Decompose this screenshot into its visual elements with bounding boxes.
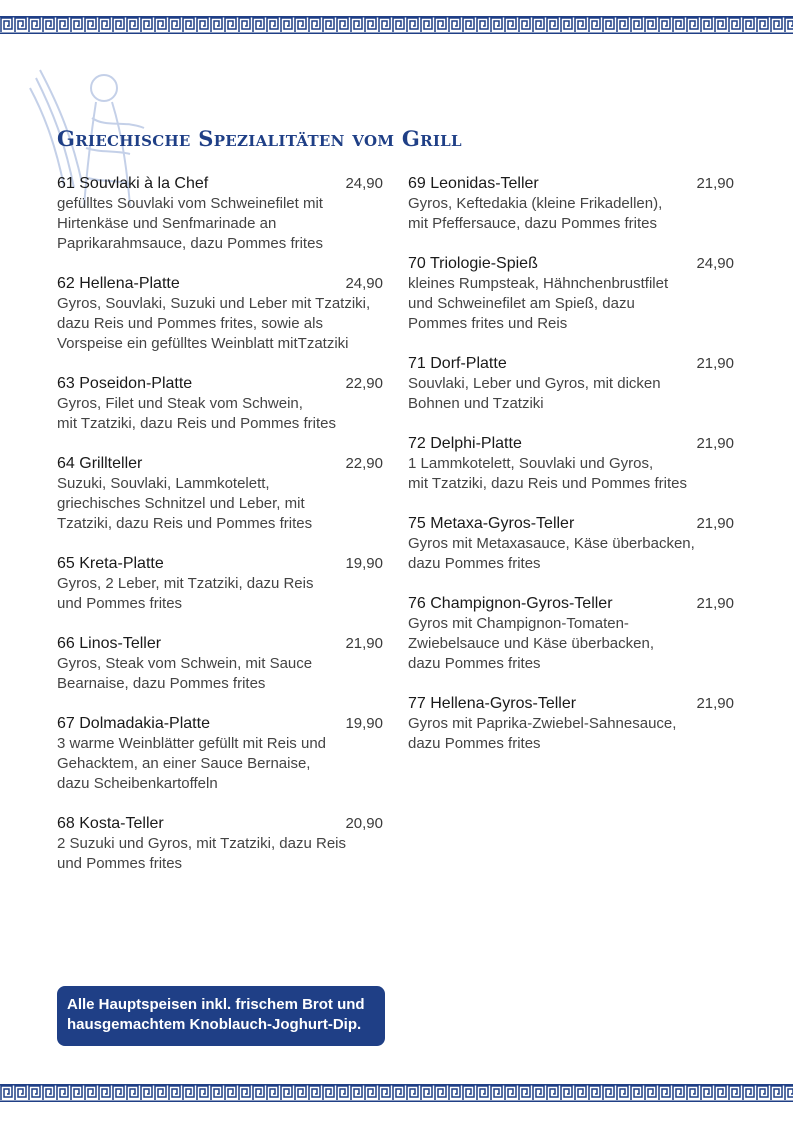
- menu-item: [57, 274, 383, 354]
- item-price: 19,90: [345, 555, 383, 572]
- item-price: 21,90: [696, 595, 734, 612]
- item-name: 69 Leonidas-Teller: [408, 175, 539, 192]
- item-name: 77 Hellena-Gyros-Teller: [408, 695, 577, 712]
- menu-item: [57, 814, 383, 874]
- item-price: 22,90: [345, 375, 383, 392]
- item-description: Gyros, 2 Leber, mit Tzatziki, dazu Reis und Pommes frites: [57, 575, 314, 612]
- item-name: 61 Souvlaki à la Chef: [57, 175, 209, 192]
- menu-item: [57, 554, 383, 614]
- item-price: 20,90: [345, 815, 383, 832]
- item-price: 24,90: [345, 175, 383, 192]
- item-name: 64 Grillteller: [57, 455, 143, 472]
- page-title: Griechische Spezialitäten vom Grill: [57, 126, 462, 151]
- item-name: 63 Poseidon-Platte: [57, 375, 193, 392]
- item-description: Gyros, Filet und Steak vom Schwein, mit Tzatziki, dazu Reis und Pommes frites: [57, 395, 336, 432]
- item-name: 68 Kosta-Teller: [57, 815, 164, 832]
- item-description: Gyros mit Champignon-Tomaten- Zwiebelsauce und Käse überbacken, dazu Pommes frites: [408, 615, 654, 672]
- menu-item: [408, 514, 734, 574]
- menu-item: [57, 454, 383, 534]
- item-price: 24,90: [345, 275, 383, 292]
- item-name: 75 Metaxa-Gyros-Teller: [408, 515, 575, 532]
- item-price: 21,90: [345, 635, 383, 652]
- menu-column-right: [408, 174, 734, 774]
- menu-item: [57, 714, 383, 794]
- menu-item: [408, 694, 734, 754]
- item-name: 66 Linos-Teller: [57, 635, 162, 652]
- item-name: 72 Delphi-Platte: [408, 435, 522, 452]
- item-description: Souvlaki, Leber und Gyros, mit dicken Bohnen und Tzatziki: [408, 375, 661, 412]
- greek-key-border-top: [0, 16, 793, 34]
- menu-item: [57, 634, 383, 694]
- item-description: Gyros, Steak vom Schwein, mit Sauce Bearnaise, dazu Pommes frites: [57, 655, 313, 692]
- item-price: 19,90: [345, 715, 383, 732]
- item-price: 21,90: [696, 695, 734, 712]
- item-name: 71 Dorf-Platte: [408, 355, 507, 372]
- menu-item: [408, 594, 734, 674]
- item-price: 24,90: [696, 255, 734, 272]
- menu-item: [57, 374, 383, 434]
- item-name: 70 Triologie-Spieß: [408, 255, 538, 272]
- item-description: 3 warme Weinblätter gefüllt mit Reis und Gehacktem, an einer Sauce Bernaise, dazu Scheibenkartoffeln: [57, 735, 327, 792]
- greek-key-border-bottom: [0, 1084, 793, 1102]
- info-note-box: Alle Hauptspeisen inkl. frischem Brot und hausgemachtem Knoblauch-Joghurt-Dip.: [57, 986, 385, 1046]
- menu-item: [408, 354, 734, 414]
- item-description: 2 Suzuki und Gyros, mit Tzatziki, dazu Reis und Pommes frites: [57, 835, 346, 872]
- menu-item: [408, 254, 734, 334]
- item-description: Suzuki, Souvlaki, Lammkotelett, griechisches Schnitzel und Leber, mit Tzatziki, dazu Reis und Pommes frites: [57, 475, 313, 532]
- item-name: 76 Champignon-Gyros-Teller: [408, 595, 613, 612]
- item-description: Gyros mit Paprika-Zwiebel-Sahnesauce, dazu Pommes frites: [408, 715, 677, 752]
- item-description: Gyros, Keftedakia (kleine Frikadellen), mit Pfeffersauce, dazu Pommes frites: [408, 195, 663, 232]
- item-price: 21,90: [696, 355, 734, 372]
- menu-item: [57, 174, 383, 254]
- item-description: kleines Rumpsteak, Hähnchenbrustfilet und Schweinefilet am Spieß, dazu Pommes frites und Reis: [408, 275, 669, 332]
- item-price: 21,90: [696, 175, 734, 192]
- item-description: Gyros, Souvlaki, Suzuki und Leber mit Tzatziki, dazu Reis und Pommes frites, sowie als Vorspeise ein gefülltes Weinblatt mitTzatziki: [57, 295, 371, 352]
- item-price: 21,90: [696, 515, 734, 532]
- item-description: 1 Lammkotelett, Souvlaki und Gyros, mit Tzatziki, dazu Reis und Pommes frites: [408, 455, 687, 492]
- menu-item: [408, 434, 734, 494]
- menu-column-left: [57, 174, 383, 894]
- menu-item: [408, 174, 734, 234]
- item-description: gefülltes Souvlaki vom Schweinefilet mit Hirtenkäse und Senfmarinade an Paprikarahmsauce, dazu Pommes frites: [57, 195, 323, 252]
- item-name: 62 Hellena-Platte: [57, 275, 180, 292]
- item-name: 65 Kreta-Platte: [57, 555, 164, 572]
- item-name: 67 Dolmadakia-Platte: [57, 715, 210, 732]
- item-price: 21,90: [696, 435, 734, 452]
- item-price: 22,90: [345, 455, 383, 472]
- item-description: Gyros mit Metaxasauce, Käse überbacken, dazu Pommes frites: [408, 535, 695, 572]
